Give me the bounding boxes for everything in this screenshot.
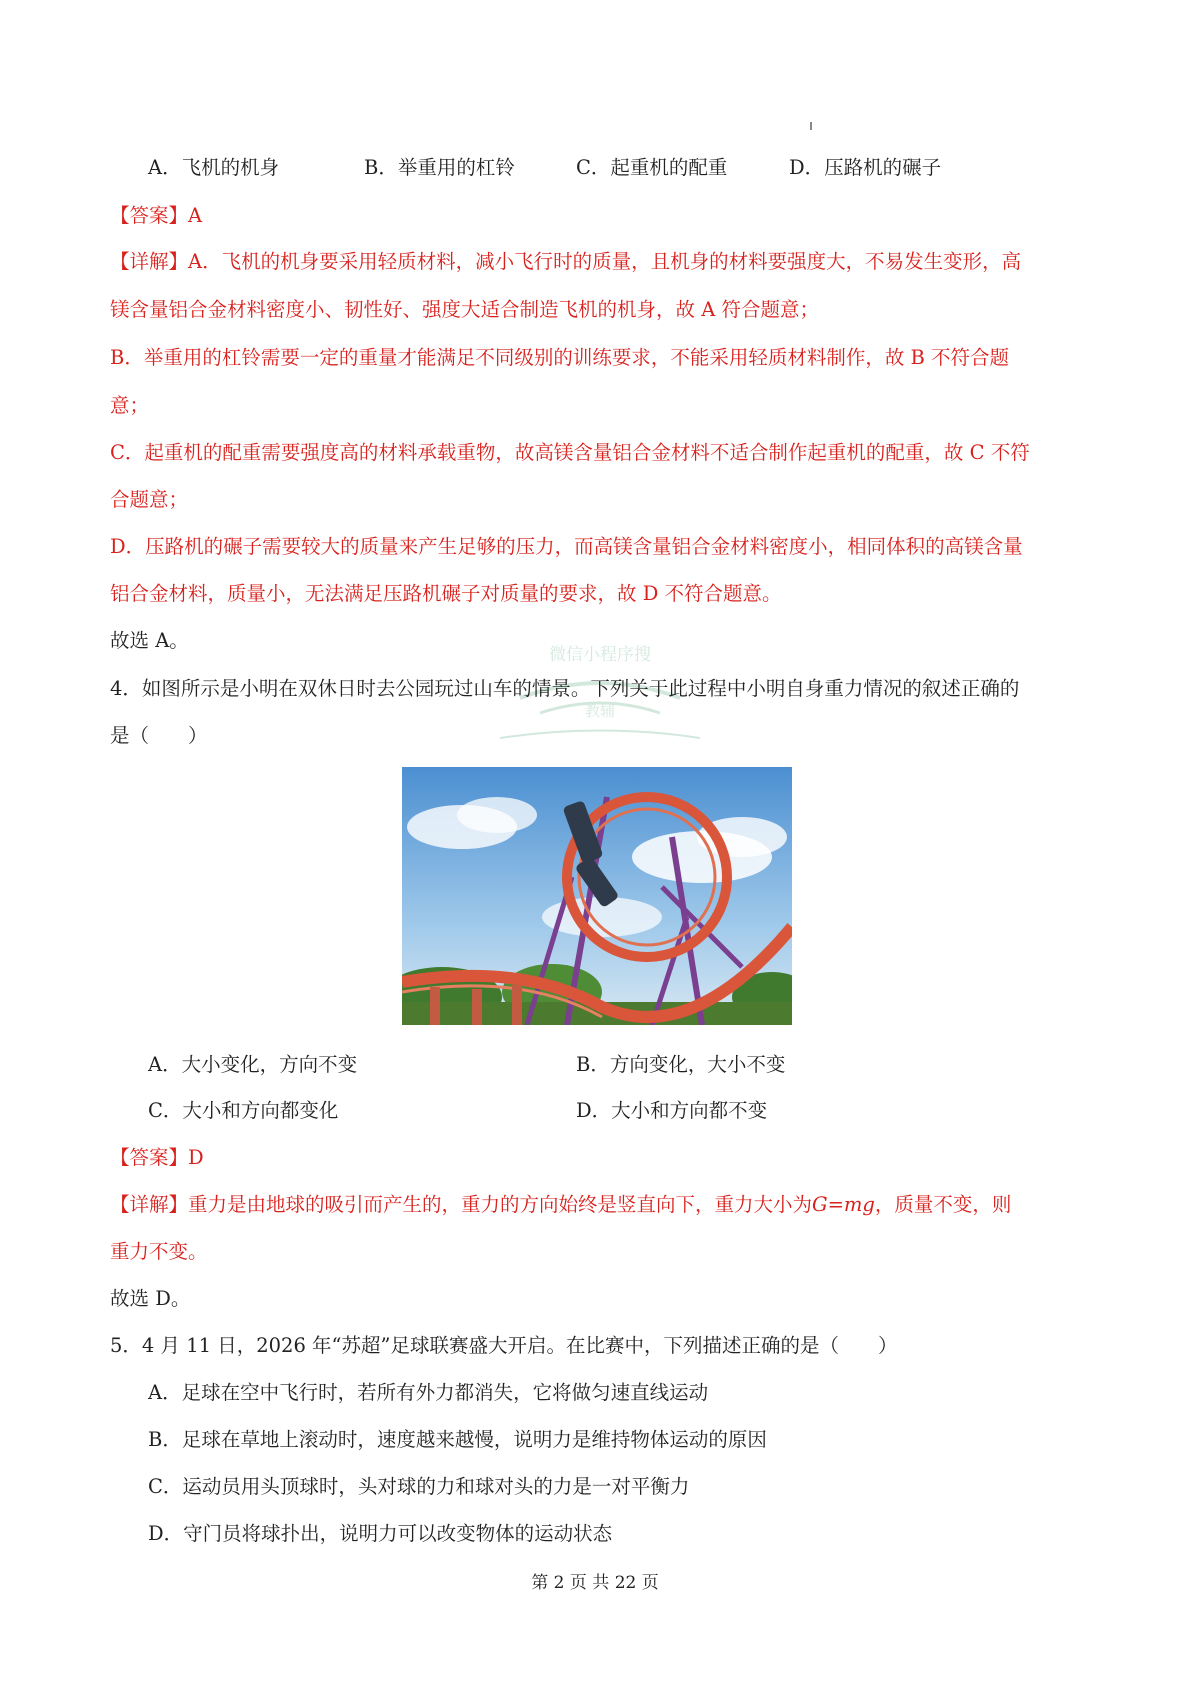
q3-detail-line-2: 镁含量铝合金材料密度小、韧性好、强度大适合制造飞机的机身，故 A 符合题意； bbox=[110, 298, 819, 321]
q3-option-a: A．飞机的机身 bbox=[148, 156, 280, 179]
q4-stem-line-2: 是（ ） bbox=[110, 724, 208, 747]
watermark-line-1: 微信小程序搜 bbox=[549, 645, 651, 665]
q3-detail-line-3: B．举重用的杠铃需要一定的重量才能满足不同级别的训练要求，不能采用轻质材料制作，故 B 不符合题 bbox=[110, 346, 1010, 369]
q5-option-b: B．足球在草地上滚动时，速度越来越慢，说明力是维持物体运动的原因 bbox=[148, 1428, 767, 1451]
q4-detail-line-1 bbox=[110, 1191, 1011, 1219]
roller-coaster-photo bbox=[402, 767, 792, 1025]
q4-answer: 【答案】D bbox=[110, 1146, 204, 1169]
q4-stem-line-1: 4．如图所示是小明在双休日时去公园玩过山车的情景。下列关于此过程中小明自身重力情况的叙述正确的 bbox=[110, 677, 1020, 700]
q3-detail-line-1: 【详解】A．飞机的机身要采用轻质材料，减小飞行时的质量，且机身的材料要强度大，不易发生变形，高 bbox=[110, 250, 1022, 273]
q3-detail-line-7: D．压路机的碾子需要较大的质量来产生足够的压力，而高镁含量铝合金材料密度小，相同体积的高镁含量 bbox=[110, 535, 1023, 558]
q4-option-a: A．大小变化，方向不变 bbox=[148, 1053, 358, 1076]
q3-detail-line-4: 意； bbox=[110, 394, 150, 417]
page-footer: 第 2 页 共 22 页 bbox=[531, 1573, 659, 1593]
watermark-line-2: 教辅 bbox=[584, 702, 616, 720]
q3-option-b: B．举重用的杠铃 bbox=[364, 156, 515, 179]
q4-detail-text: 【详解】重力是由地球的吸引而产生的，重力的方向始终是竖直向下，重力大小为 bbox=[110, 1193, 813, 1216]
q4-detail-line-2: 重力不变。 bbox=[110, 1240, 208, 1263]
q3-choose: 故选 A。 bbox=[110, 629, 189, 652]
margin-tick bbox=[810, 122, 812, 130]
q4-detail-text-end: ，质量不变，则 bbox=[874, 1193, 1012, 1216]
q4-option-c: C．大小和方向都变化 bbox=[148, 1099, 339, 1122]
q3-answer: 【答案】A bbox=[110, 204, 203, 227]
q3-detail-line-8: 铝合金材料，质量小，无法满足压路机碾子对质量的要求，故 D 不符合题意。 bbox=[110, 582, 782, 605]
q5-stem: 5．4 月 11 日，2026 年“苏超”足球联赛盛大开启。在比赛中，下列描述正确的是（ ） bbox=[110, 1334, 898, 1357]
q3-detail-line-6: 合题意； bbox=[110, 488, 189, 511]
q5-option-a: A．足球在空中飞行时，若所有外力都消失，它将做匀速直线运动 bbox=[148, 1381, 709, 1404]
gravity-formula: G=mg bbox=[812, 1193, 875, 1216]
q5-option-c: C．运动员用头顶球时，头对球的力和球对头的力是一对平衡力 bbox=[148, 1475, 690, 1498]
q3-option-d: D．压路机的碾子 bbox=[789, 156, 942, 179]
q5-option-d: D．守门员将球扑出，说明力可以改变物体的运动状态 bbox=[148, 1522, 613, 1545]
q3-detail-line-5: C．起重机的配重需要强度高的材料承载重物，故高镁含量铝合金材料不适合制作起重机的配重，故 C 不符 bbox=[110, 441, 1030, 464]
q4-choose: 故选 D。 bbox=[110, 1287, 191, 1310]
q4-option-b: B．方向变化，大小不变 bbox=[576, 1053, 786, 1076]
q4-option-d: D．大小和方向都不变 bbox=[576, 1099, 768, 1122]
q3-option-c: C．起重机的配重 bbox=[576, 156, 728, 179]
